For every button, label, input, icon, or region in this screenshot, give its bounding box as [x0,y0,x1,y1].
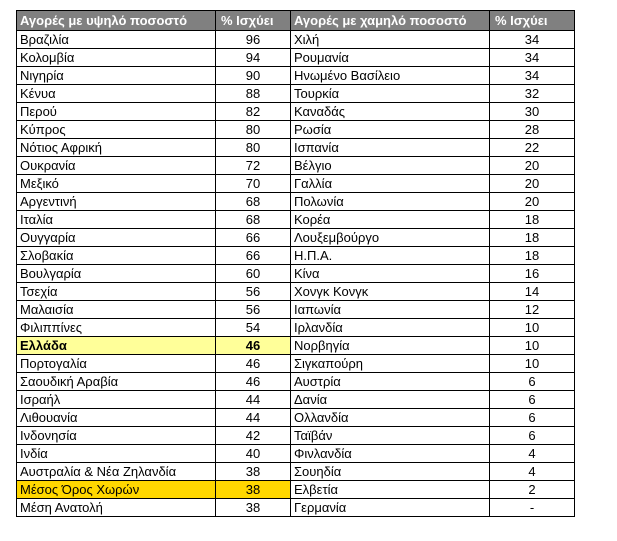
table-row [17,247,575,265]
header-high-market: Αγορές με υψηλό ποσοστό [17,11,216,31]
table-row [17,409,575,427]
low-pct-cell: 10 [490,355,575,373]
low-pct-cell: 34 [490,67,575,85]
high-pct-cell: 90 [216,67,291,85]
high-pct-cell: 38 [216,463,291,481]
high-market-cell: Μέση Ανατολή [17,499,216,517]
high-pct-cell: 72 [216,157,291,175]
table-row [17,121,575,139]
table-row [17,373,575,391]
high-pct-cell: 70 [216,175,291,193]
high-market-cell: Μαλαισία [17,301,216,319]
low-market-cell: Σουηδία [291,463,490,481]
table-row [17,31,575,49]
low-market-cell: Ισπανία [291,139,490,157]
low-market-cell: Βέλγιο [291,157,490,175]
low-pct-cell: 16 [490,265,575,283]
low-market-cell: Ταϊβάν [291,427,490,445]
low-pct-cell: 34 [490,31,575,49]
low-pct-cell: 18 [490,229,575,247]
high-pct-cell: 46 [216,355,291,373]
low-market-cell: Σιγκαπούρη [291,355,490,373]
low-pct-cell: 20 [490,157,575,175]
high-market-cell: Περού [17,103,216,121]
table-row [17,211,575,229]
high-pct-cell: 66 [216,247,291,265]
low-market-cell: Γερμανία [291,499,490,517]
low-market-cell: Φινλανδία [291,445,490,463]
high-market-cell: Μέσος Όρος Χωρών [17,481,216,499]
low-market-cell: Ολλανδία [291,409,490,427]
high-pct-cell: 68 [216,193,291,211]
table-row [17,265,575,283]
table-row [17,391,575,409]
low-pct-cell: 4 [490,445,575,463]
low-market-cell: Ιαπωνία [291,301,490,319]
table-row [17,427,575,445]
high-market-cell: Τσεχία [17,283,216,301]
table-row [17,139,575,157]
high-market-cell: Σλοβακία [17,247,216,265]
table-row [17,301,575,319]
low-pct-cell: 18 [490,247,575,265]
low-market-cell: Η.Π.Α. [291,247,490,265]
high-market-cell: Σαουδική Αραβία [17,373,216,391]
low-market-cell: Ιρλανδία [291,319,490,337]
high-pct-cell: 94 [216,49,291,67]
high-market-cell: Νότιος Αφρική [17,139,216,157]
low-market-cell: Ρωσία [291,121,490,139]
high-pct-cell: 82 [216,103,291,121]
high-pct-cell: 38 [216,481,291,499]
low-market-cell: Λουξεμβούργο [291,229,490,247]
low-pct-cell: 10 [490,319,575,337]
low-market-cell: Τουρκία [291,85,490,103]
table-row [17,319,575,337]
high-pct-cell: 42 [216,427,291,445]
high-pct-cell: 80 [216,139,291,157]
high-pct-cell: 80 [216,121,291,139]
high-market-cell: Λιθουανία [17,409,216,427]
table-row [17,481,575,499]
low-pct-cell: 20 [490,193,575,211]
table-row [17,337,575,355]
high-pct-cell: 60 [216,265,291,283]
high-market-cell: Ινδία [17,445,216,463]
markets-table [16,10,575,517]
table-body [17,31,575,517]
table-row [17,445,575,463]
high-market-cell: Μεξικό [17,175,216,193]
low-pct-cell: 6 [490,427,575,445]
low-market-cell: Ηνωμένο Βασίλειο [291,67,490,85]
header-low-pct: % Ισχύει [490,11,575,31]
high-pct-cell: 66 [216,229,291,247]
table-row [17,193,575,211]
table-row [17,85,575,103]
table-row [17,229,575,247]
low-market-cell: Νορβηγία [291,337,490,355]
high-pct-cell: 56 [216,301,291,319]
low-market-cell: Πολωνία [291,193,490,211]
low-market-cell: Χονγκ Κονγκ [291,283,490,301]
high-pct-cell: 46 [216,337,291,355]
high-pct-cell: 44 [216,409,291,427]
low-market-cell: Ρουμανία [291,49,490,67]
high-pct-cell: 46 [216,373,291,391]
low-pct-cell: 30 [490,103,575,121]
low-pct-cell: 18 [490,211,575,229]
high-market-cell: Βουλγαρία [17,265,216,283]
table-row [17,175,575,193]
header-low-market: Αγορές με χαμηλό ποσοστό [291,11,490,31]
header-high-pct: % Ισχύει [216,11,291,31]
low-pct-cell: 6 [490,373,575,391]
high-market-cell: Κύπρος [17,121,216,139]
low-pct-cell: 14 [490,283,575,301]
high-pct-cell: 40 [216,445,291,463]
high-market-cell: Ισραήλ [17,391,216,409]
low-pct-cell: 12 [490,301,575,319]
high-pct-cell: 88 [216,85,291,103]
high-market-cell: Ουγγαρία [17,229,216,247]
high-pct-cell: 38 [216,499,291,517]
low-pct-cell: 6 [490,409,575,427]
low-pct-cell: 34 [490,49,575,67]
low-pct-cell: 20 [490,175,575,193]
high-market-cell: Αυστραλία & Νέα Ζηλανδία [17,463,216,481]
high-pct-cell: 44 [216,391,291,409]
high-market-cell: Ελλάδα [17,337,216,355]
table-row [17,67,575,85]
table-row [17,499,575,517]
high-market-cell: Κολομβία [17,49,216,67]
low-pct-cell: 28 [490,121,575,139]
table-row [17,49,575,67]
high-pct-cell: 68 [216,211,291,229]
table-row [17,463,575,481]
low-pct-cell: 2 [490,481,575,499]
low-pct-cell: 22 [490,139,575,157]
high-market-cell: Ιταλία [17,211,216,229]
low-pct-cell: 6 [490,391,575,409]
low-market-cell: Κορέα [291,211,490,229]
low-pct-cell: 10 [490,337,575,355]
high-market-cell: Αργεντινή [17,193,216,211]
high-pct-cell: 54 [216,319,291,337]
low-pct-cell: - [490,499,575,517]
table-row [17,103,575,121]
low-market-cell: Κίνα [291,265,490,283]
high-market-cell: Φιλιππίνες [17,319,216,337]
high-market-cell: Ινδονησία [17,427,216,445]
low-pct-cell: 32 [490,85,575,103]
high-market-cell: Βραζιλία [17,31,216,49]
low-market-cell: Γαλλία [291,175,490,193]
low-market-cell: Αυστρία [291,373,490,391]
table-row [17,355,575,373]
low-market-cell: Χιλή [291,31,490,49]
high-market-cell: Ουκρανία [17,157,216,175]
table-row [17,157,575,175]
high-market-cell: Νιγηρία [17,67,216,85]
low-market-cell: Καναδάς [291,103,490,121]
high-market-cell: Πορτογαλία [17,355,216,373]
high-pct-cell: 56 [216,283,291,301]
low-pct-cell: 4 [490,463,575,481]
table-row [17,283,575,301]
header-row [17,11,575,31]
high-market-cell: Κένυα [17,85,216,103]
low-market-cell: Δανία [291,391,490,409]
low-market-cell: Ελβετία [291,481,490,499]
high-pct-cell: 96 [216,31,291,49]
